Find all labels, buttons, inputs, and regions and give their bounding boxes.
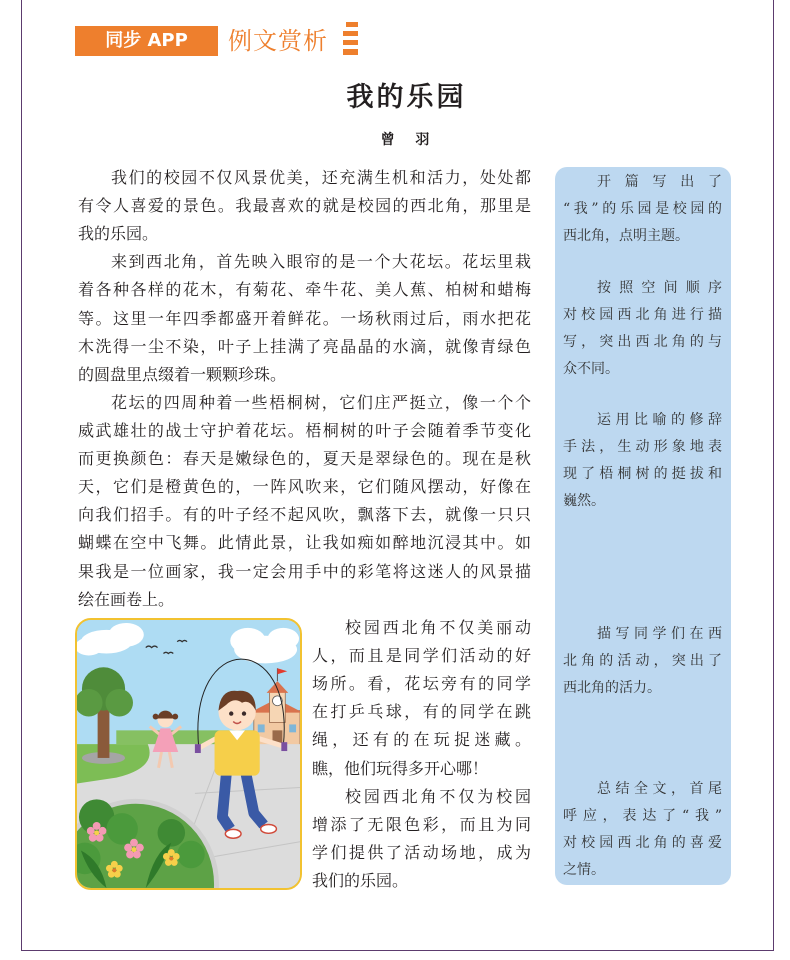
petal [89, 834, 97, 842]
annotation-2 [563, 275, 722, 383]
flower-center [94, 830, 99, 835]
illustration-drawing [77, 620, 300, 888]
rope-handle [195, 744, 201, 753]
rope-handle [281, 742, 287, 751]
paragraph-2 [78, 248, 531, 389]
illustration [75, 618, 302, 890]
body-line: 绘在画卷上。 [78, 589, 175, 609]
petal [87, 827, 95, 835]
petal [163, 853, 170, 860]
bush [158, 819, 186, 847]
body-line: 学们提供了活动场地，成为 [312, 842, 531, 862]
boy-eye [242, 711, 246, 715]
annotation-line: 对校园西北角的喜爱 [563, 834, 722, 851]
flower-center [112, 868, 116, 872]
petal [124, 844, 132, 852]
annotation-line: 西北角的活力。 [563, 679, 661, 696]
annotation-line: 西北角，点明主题。 [563, 227, 689, 244]
annotation-line: 现了梧桐树的挺拔和 [563, 465, 722, 482]
body-line: 花坛的四周种着一些梧桐树，它们庄严挺立，像一个个 [111, 392, 531, 412]
annotation-line: 描写同学们在西 [597, 625, 722, 642]
annotation-line: 巍然。 [563, 492, 605, 509]
body-line: 的圆盘里点缀着一颗颗珍珠。 [78, 364, 287, 384]
body-line: 天，它们是橙黄色的，一阵风吹来，它们随风摆动，好像在 [78, 477, 531, 497]
annotation-5 [563, 776, 722, 884]
annotation-line: 北角的活动，突出了 [563, 652, 722, 669]
boy-shoe [225, 829, 241, 838]
body-line: 我们的乐园。 [312, 870, 409, 890]
annotation-line: 写，突出西北角的与 [563, 333, 722, 350]
article-author: 曾 羽 [380, 132, 438, 148]
body-line: 增添了无限色彩，而且为同 [312, 814, 531, 834]
annotation-line: “我”的乐园是校园的 [563, 200, 722, 217]
petal [116, 865, 123, 872]
annotation-4 [563, 621, 722, 702]
article-body [78, 164, 531, 614]
window [258, 724, 265, 732]
annotation-sidebar [555, 167, 731, 885]
section-title: 例文赏析 [228, 27, 328, 55]
flower-center [132, 847, 137, 852]
boy-eye [229, 711, 233, 715]
body-line: 校园西北角不仅为校园 [345, 786, 531, 806]
petal [173, 853, 180, 860]
paragraph-3 [78, 389, 531, 614]
boy-left-leg [222, 774, 230, 829]
annotation-line: 之情。 [563, 861, 605, 878]
article-title: 我的乐园 [346, 82, 467, 113]
body-line: 有令人喜爱的景色。我最喜欢的就是校园的西北角，那里是 [78, 196, 531, 216]
body-line: 校园西北角不仅美丽动 [345, 618, 531, 637]
petal [126, 851, 134, 859]
annotation-line: 对校园西北角进行描 [563, 306, 722, 323]
paragraph-4 [312, 614, 531, 783]
body-line: 威武雄壮的战士守护着花坛。梧桐树的叶子会随着季节变化 [78, 420, 531, 440]
body-line: 等。这里一年四季都盛开着鲜花。一场秋雨过后，雨水把花 [78, 308, 531, 328]
annotation-line: 总结全文，首尾 [597, 780, 722, 797]
cloud-puff [268, 628, 299, 650]
window [289, 724, 296, 732]
petal [136, 844, 144, 852]
cloud-puff [230, 628, 265, 654]
body-line: 来到西北角，首先映入眼帘的是一个大花坛。花坛里栽 [111, 252, 531, 272]
stripe-bar [343, 31, 358, 36]
tree-canopy [105, 689, 133, 717]
annotation-line: 呼应，表达了“我” [563, 807, 722, 824]
cloud-puff [108, 623, 143, 647]
petal [106, 865, 113, 872]
paragraph-1 [78, 164, 531, 248]
body-line: 我们的校园不仅风景优美，还充满生机和活力，处处都 [111, 168, 531, 187]
stripes-icon [343, 22, 358, 55]
tree-trunk [98, 707, 110, 758]
petal [99, 827, 107, 835]
annotation-1 [563, 169, 722, 250]
article-body-beside-image [312, 614, 531, 895]
body-line: 在打乒乓球，有的同学在跳 [312, 702, 531, 722]
body-line: 瞧，他们玩得多开心哪！ [312, 758, 489, 778]
body-line: 场所。看，花坛旁有的同学 [312, 674, 531, 694]
body-line: 绳，还有的在玩捉迷藏。 [312, 730, 531, 750]
body-line: 人，而且是同学们活动的好 [312, 646, 531, 666]
annotation-line: 众不同。 [563, 360, 619, 377]
app-badge: 同步 APP [75, 26, 218, 56]
body-line: 而更换颜色：春天是嫩绿色的，夏天是翠绿色的。现在是秋 [78, 449, 531, 469]
annotation-line: 开篇写出了 [597, 173, 722, 190]
boy-shoe [261, 824, 277, 833]
paragraph-5 [312, 783, 531, 895]
stripe-bar [343, 49, 358, 55]
body-line: 向我们招手。有的叶子经不起风吹，飘落下去，就像一只只 [78, 505, 531, 525]
flower-center [169, 856, 173, 860]
girl-pigtail [153, 714, 159, 720]
stripe-bar [343, 40, 358, 45]
body-line: 蝴蝶在空中飞舞。此情此景，让我如痴如醉地沉浸其中。如 [78, 533, 531, 553]
bush [177, 841, 205, 869]
annotation-3 [563, 407, 722, 515]
annotation-line: 按照空间顺序 [597, 279, 722, 296]
body-line: 我的乐园。 [78, 224, 159, 244]
body-line: 木洗得一尘不染，叶子上挂满了亮晶晶的水滴，就像青绿色 [78, 336, 531, 356]
annotation-line: 运用比喻的修辞 [597, 411, 722, 428]
body-line: 果我是一位画家，我一定会用手中的彩笔将这迷人的风景描 [78, 561, 531, 581]
girl-pigtail [172, 714, 178, 720]
body-line: 着各种各样的花木，有菊花、牵牛花、美人蕉、柏树和蜡梅 [78, 280, 531, 300]
annotation-line: 手法，生动形象地表 [563, 438, 722, 455]
stripe-bar [346, 22, 358, 27]
